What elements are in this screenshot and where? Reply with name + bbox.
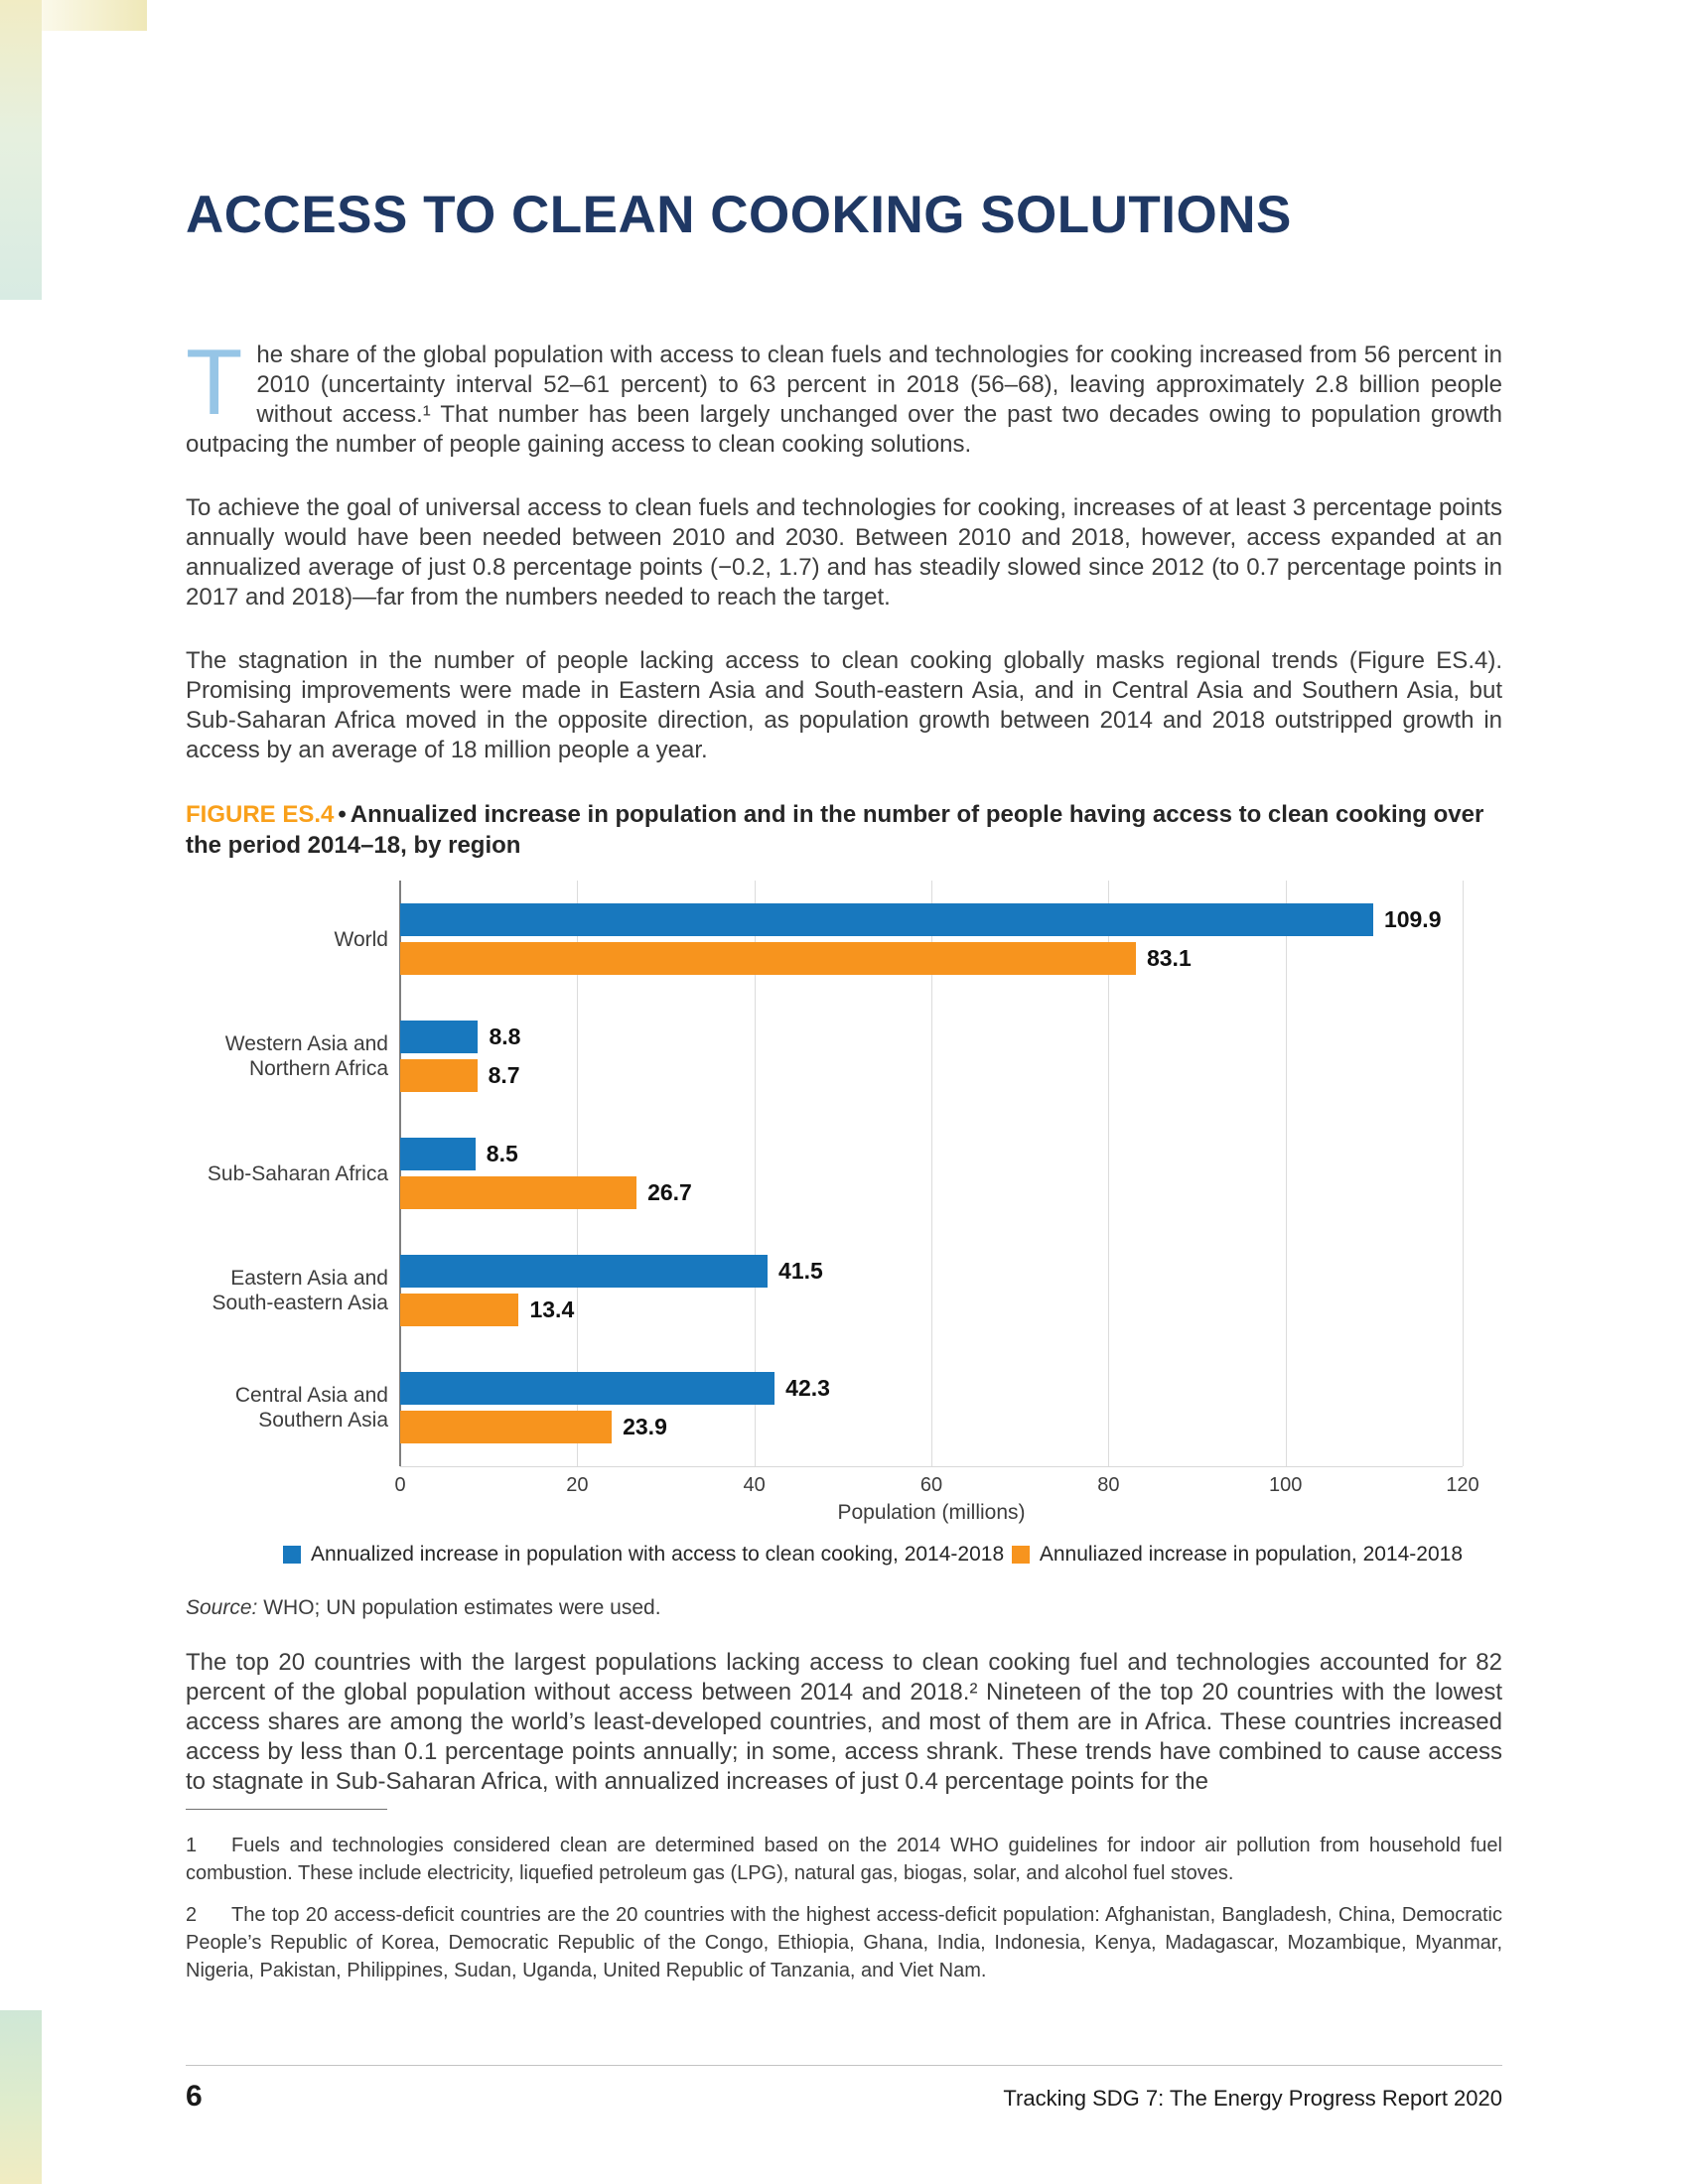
bar-value-label: 41.5 [778, 1258, 823, 1284]
top-left-decoration-strip [0, 0, 42, 300]
bar [400, 1138, 476, 1170]
bar-value-label: 109.9 [1383, 906, 1442, 932]
bar-value-label: 8.8 [489, 1024, 521, 1049]
x-tick-label: 40 [743, 1474, 766, 1496]
legend-item [283, 1543, 1004, 1567]
chart-bar-group [400, 1232, 1463, 1349]
footnotes [186, 1832, 1502, 1984]
bottom-left-decoration-strip [0, 2010, 42, 2184]
chart-category-label: Sub-Saharan Africa [207, 1161, 388, 1185]
footnote-2-number: 2 [186, 1904, 198, 1926]
figure-label: FIGURE ES.4 [186, 801, 335, 828]
chart-bar-line [400, 1372, 1463, 1405]
page-footer [186, 2065, 1502, 2114]
chart-bar-line [400, 1059, 1463, 1092]
chart-bar-group [400, 1115, 1463, 1232]
chart-bar-line [400, 942, 1463, 975]
chart-bar-group [400, 1349, 1463, 1466]
bar-value-label: 8.5 [486, 1141, 518, 1166]
chart-bar-line [400, 1021, 1463, 1053]
intro-text: he share of the global population with access to clean fuels and technologies for cooking increased from 56 percent in 2010 (uncertainty interval 52–61 percent) to 63 percent in 2018 (56–68), leaving approximately 2.8 billion people without access.¹ That number has been largely unchanged over the past two decades owing to population growth outpacing the number of people gaining access to clean cooking solutions. [186, 341, 1502, 458]
gridline [1463, 881, 1464, 1466]
footnote-2 [186, 1901, 1502, 1984]
footnote-divider [186, 1809, 387, 1810]
footnote-1 [186, 1832, 1502, 1887]
bar [400, 1294, 518, 1326]
bar [400, 903, 1373, 936]
page-title: ACCESS TO CLEAN COOKING SOLUTIONS [186, 186, 1292, 244]
top-left-decoration-band [42, 0, 147, 31]
bar [400, 1372, 774, 1405]
page-number: 6 [186, 2080, 203, 2113]
chart-x-ticks [394, 1467, 1479, 1499]
bar [400, 1176, 636, 1209]
chart-bar-group [400, 881, 1463, 998]
footer-divider [186, 2065, 1502, 2066]
legend-label: Annuliazed increase in population, 2014-2018 [1039, 1543, 1463, 1566]
chart-bar-group [400, 998, 1463, 1115]
paragraph-4: The top 20 countries with the largest populations lacking access to clean cooking fuel and technologies accounted for 82 percent of the global population without access between 2014 and 2018.² Nineteen of the top 20 countries with the lowest access shares are among the world’s least-developed countries, and most of them are in Africa. These countries increased access by less than 0.1 percentage points annually; in some, access shrank. These trends have combined to cause access to stagnate in Sub-Saharan Africa, with annualized increases of just 0.4 percentage points for the [186, 1649, 1502, 1795]
bar [400, 1255, 768, 1288]
bar-value-label: 13.4 [529, 1297, 575, 1322]
chart-bar-line [400, 1255, 1463, 1288]
source-text: WHO; UN population estimates were used. [263, 1596, 661, 1619]
page-content [186, 0, 1502, 1998]
legend-swatch [1012, 1546, 1030, 1564]
chart-category-label: Eastern Asia and South-eastern Asia [211, 1267, 388, 1314]
footnote-1-number: 1 [186, 1835, 198, 1856]
x-tick-label: 80 [1097, 1474, 1120, 1496]
x-tick-label: 0 [394, 1474, 406, 1496]
bar-value-label: 83.1 [1146, 945, 1192, 971]
chart-bar-line [400, 1294, 1463, 1326]
chart-bar-line [400, 1138, 1463, 1170]
figure-caption-text: Annualized increase in population and in the number of people having access to clean cooking over the period 2014–18, by region [186, 801, 1484, 859]
bar [400, 942, 1136, 975]
legend-label: Annualized increase in population with access to clean cooking, 2014-2018 [311, 1543, 1005, 1566]
bar-value-label: 42.3 [785, 1375, 830, 1401]
chart-category-label: Central Asia and Southern Asia [234, 1384, 388, 1432]
chart-category-labels [186, 881, 388, 1466]
legend-swatch [283, 1546, 301, 1564]
report-title: Tracking SDG 7: The Energy Progress Report 2020 [1003, 2086, 1502, 2111]
paragraph-2: To achieve the goal of universal access to clean fuels and technologies for cooking, increases of at least 3 percentage points annually would have been needed between 2010 and 2030. Between 2010 and 2018, however, access expanded at an annualized average of just 0.8 percentage points (−0.2, 1.7) and has steadily slowed since 2012 (to 0.7 percentage points in 2017 and 2018)—far from the numbers needed to reach the target. [186, 494, 1502, 611]
figure-source [186, 1596, 1502, 1620]
bar-value-label: 26.7 [647, 1179, 692, 1205]
figure-es4-chart [186, 881, 1502, 1567]
chart-bar-line [400, 1176, 1463, 1209]
chart-bar-line [400, 1411, 1463, 1443]
bar [400, 1059, 478, 1092]
x-tick-label: 20 [566, 1474, 589, 1496]
figure-caption-bullet: • [338, 801, 347, 828]
dropcap-letter: T [186, 330, 243, 434]
x-tick-label: 120 [1446, 1474, 1479, 1496]
chart-bar-line [400, 903, 1463, 936]
chart-category-label: World [334, 927, 388, 951]
intro-paragraph [186, 330, 1502, 460]
paragraph-3: The stagnation in the number of people lacking access to clean cooking globally masks regional trends (Figure ES.4). Promising improvements were made in Eastern Asia and South-eastern Asia, and in Central Asia and Southern Asia, but Sub-Saharan Africa moved in the opposite direction, as population growth between 2014 and 2018 outstripped growth in access by an average of 18 million people a year. [186, 647, 1502, 763]
chart-x-axis-label: Population (millions) [837, 1501, 1026, 1524]
footnote-1-text: Fuels and technologies considered clean are determined based on the 2014 WHO guidelines for indoor air pollution from household fuel combustion. These include electricity, liquefied petroleum gas (LPG), natural gas, biogas, solar, and alcohol fuel stoves. [186, 1835, 1502, 1884]
x-tick-label: 60 [919, 1474, 943, 1496]
source-label: Source: [186, 1596, 258, 1619]
figure-caption [186, 799, 1502, 861]
bar-value-label: 8.7 [488, 1062, 520, 1088]
bar-value-label: 23.9 [623, 1414, 667, 1439]
footnote-2-text: The top 20 access-deficit countries are the 20 countries with the highest access-deficit population: Afghanistan, Bangladesh, China, Democratic People’s Republic of Korea, Democratic Republic of the Congo, Ethiopia, Ghana, India, Indonesia, Kenya, Madagascar, Mozambique, Myanmar, Nigeria, Pakistan, Philippines, Sudan, Uganda, United Republic of Tanzania, and Viet Nam. [186, 1904, 1502, 1981]
bar [400, 1411, 612, 1443]
chart-plot-area [400, 881, 1463, 1467]
x-tick-label: 100 [1268, 1474, 1303, 1496]
legend-item [1012, 1543, 1463, 1567]
chart-category-label: Western Asia and Northern Africa [224, 1032, 388, 1080]
bar [400, 1021, 478, 1053]
chart-legend [283, 1543, 1463, 1567]
